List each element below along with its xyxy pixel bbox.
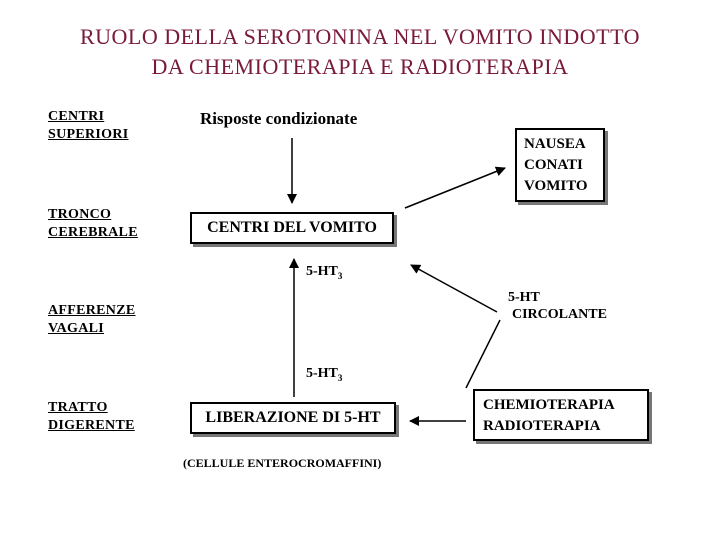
sintomo-nausea: NAUSEA [524,136,586,152]
level-tratto-digerente: TRATTO DIGERENTE [48,400,135,433]
level-tronco-cerebrale: TRONCO CEREBRALE [48,207,138,240]
sintomo-vomito: VOMITO [524,178,588,194]
title-line-1: RUOLO DELLA SEROTONINA NEL VOMITO INDOTTO [79,24,641,49]
cellule-enterocromaffini-label: (CELLULE ENTEROCROMAFFINI) [183,456,382,470]
risposte-condizionate-label: Risposte condizionate [200,109,358,128]
terapia-radioterapia: RADIOTERAPIA [483,418,601,434]
sintomo-conati: CONATI [524,157,583,173]
level-centri-superiori: CENTRI SUPERIORI [48,109,129,142]
5ht-circolante-label: 5-HT CIRCOLANTE [508,290,607,322]
receptor-5ht3-upper: $5-HT_3$ [306,264,343,281]
level-afferenze-vagali: AFFERENZE VAGALI [48,303,136,336]
arrow-circolante-to-centri [411,265,497,312]
liberazione-5ht-label: LIBERAZIONE DI 5-HT [205,409,381,426]
title-line-2: DA CHEMIOTERAPIA E RADIOTERAPIA [151,54,569,79]
centri-del-vomito-label: CENTRI DEL VOMITO [207,219,377,236]
line-terapie-to-circolante [466,320,500,388]
receptor-5ht3-lower: $5-HT_3$ [306,366,343,383]
terapia-chemioterapia: CHEMIOTERAPIA [483,397,615,413]
arrow-centri-to-sintomi [405,168,505,208]
